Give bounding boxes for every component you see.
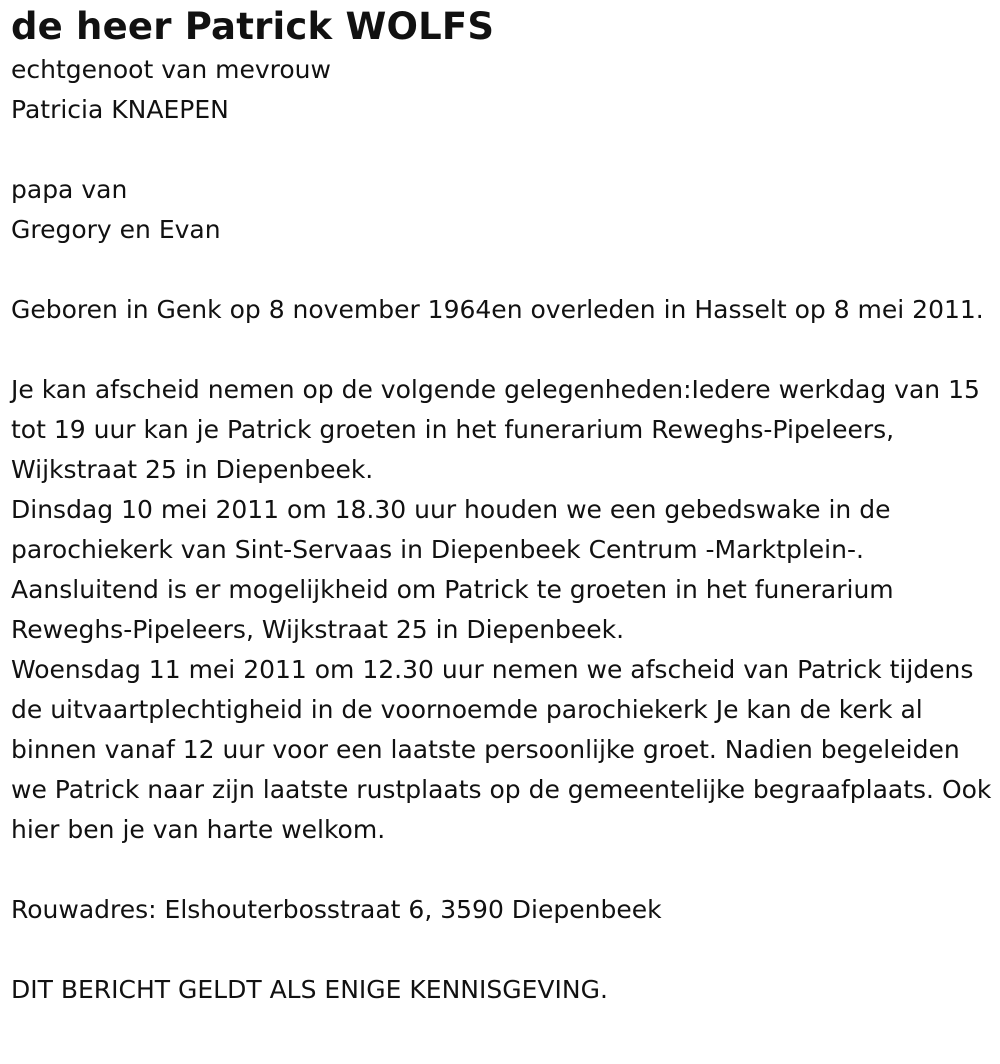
farewell-paragraph-2: Dinsdag 10 mei 2011 om 18.30 uur houden we een gebedswake in de parochiekerk van Sint-Servaas in Diepenbeek Centrum -Marktplein-. — [11, 495, 891, 564]
farewell-paragraph-4: Woensdag 11 mei 2011 om 12.30 uur nemen we afscheid van Patrick tijdens de uitvaartplechtigheid in de voornoemde parochiekerk Je kan de kerk al binnen vanaf 12 uur voor een laatste persoonlijke groet. Nadien begeleiden we Patrick naar zijn laatste rustplaats op de gemeentelijke begraafplaats. Ook hier ben je van harte welkom. — [11, 655, 992, 844]
spouse-label: echtgenoot van mevrouw — [11, 55, 331, 84]
death-notice — [11, 0, 996, 1010]
closing-statement: DIT BERICHT GELDT ALS ENIGE KENNISGEVING. — [11, 975, 608, 1004]
farewell-paragraph-1: Je kan afscheid nemen op de volgende gelegenheden:Iedere werkdag van 15 tot 19 uur kan je Patrick groeten in het funerarium Reweghs-Pipeleers, Wijkstraat 25 in Diepenbeek. — [11, 375, 980, 484]
spacer — [11, 850, 996, 890]
spacer — [11, 930, 996, 970]
children-names: Gregory en Evan — [11, 215, 221, 244]
spacer — [11, 130, 996, 170]
spacer — [11, 250, 996, 290]
notice-title: de heer Patrick WOLFS — [11, 5, 495, 48]
spouse-name: Patricia KNAEPEN — [11, 95, 229, 124]
farewell-paragraph-3: Aansluitend is er mogelijkheid om Patrick te groeten in het funerarium Reweghs-Pipeleers, Wijkstraat 25 in Diepenbeek. — [11, 575, 894, 644]
birth-death-paragraph: Geboren in Genk op 8 november 1964en overleden in Hasselt op 8 mei 2011. — [11, 295, 984, 324]
mourning-address: Rouwadres: Elshouterbosstraat 6, 3590 Diepenbeek — [11, 895, 662, 924]
spacer — [11, 330, 996, 370]
children-label: papa van — [11, 175, 128, 204]
